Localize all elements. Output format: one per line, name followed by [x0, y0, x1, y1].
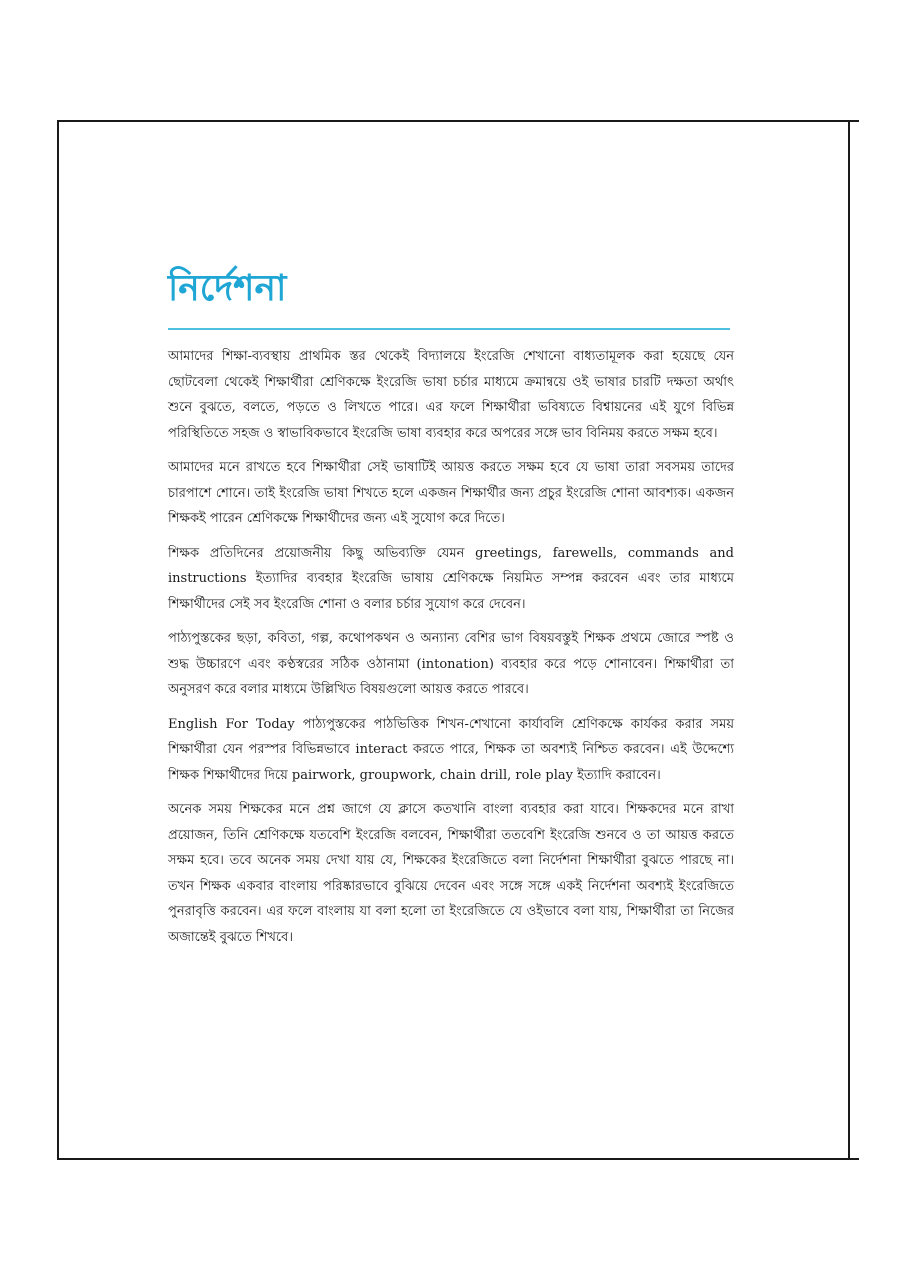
paragraph-2: আমাদের মনে রাখতে হবে শিক্ষার্থীরা সেই ভাষাটিই আয়ত্ত করতে সক্ষম হবে যে ভাষা তারা সবসময় তাদের চারপাশে শোনে। তাই ইংরেজি ভাষা শিখতে হলে একজন শিক্ষার্থীর জন্য প্রচুর ইংরেজি শোনা আবশ্যক। একজন শিক্ষকই পারেন শ্রেণিকক্ষে শিক্ষার্থীদের জন্য এই সুযোগ করে দিতে।: [168, 460, 734, 526]
frame-corner-tick-bottom: [850, 1158, 859, 1160]
heading-underline: [168, 328, 730, 330]
paragraph-4: পাঠ্যপুস্তকের ছড়া, কবিতা, গল্প, কথোপকথন ও অন্যান্য বেশির ভাগ বিষয়বস্তুই শিক্ষক প্রথমে জোরে স্পষ্ট ও শুদ্ধ উচ্চারণে এবং কণ্ঠস্বরের সঠিক ওঠানামা (intonation) ব্যবহার করে পড়ে শোনাবেন। শিক্ষার্থীরা তা অনুসরণ করে বলার মাধ্যমে উল্লিখিত বিষয়গুলো আয়ত্ত করতে পারবে।: [168, 631, 734, 697]
frame-corner-tick-top: [850, 120, 859, 122]
instructions-body: [168, 344, 734, 950]
section-heading: নির্দেশনা: [168, 268, 287, 309]
instructions-section: [168, 262, 734, 959]
paragraph-1: আমাদের শিক্ষা-ব্যবস্থায় প্রাথমিক স্তর থেকেই বিদ্যালয়ে ইংরেজি শেখানো বাধ্যতামূলক করা হয়েছে যেন ছোটবেলা থেকেই শিক্ষার্থীরা শ্রেণিকক্ষে ইংরেজি ভাষা চর্চার মাধ্যমে ক্রমান্বয়ে ওই ভাষার চারটি দক্ষতা অর্থাৎ শুনে বুঝতে, বলতে, পড়তে ও লিখতে পারে। এর ফলে শিক্ষার্থীরা ভবিষ্যতে বিশ্বায়নের এই যুগে বিভিন্ন পরিস্থিতিতে সহজ ও স্বাভাবিকভাবে ইংরেজি ভাষা ব্যবহার করে অপরের সঙ্গে ভাব বিনিময় করতে সক্ষম হবে।: [168, 349, 734, 441]
paragraph-6: অনেক সময় শিক্ষকের মনে প্রশ্ন জাগে যে ক্লাসে কতখানি বাংলা ব্যবহার করা যাবে। শিক্ষকদের মনে রাখা প্রয়োজন, তিনি শ্রেণিকক্ষে যতবেশি ইংরেজি বলবেন, শিক্ষার্থীরা ততবেশি ইংরেজি শুনবে ও তা আয়ত্ত করতে সক্ষম হবে। তবে অনেক সময় দেখা যায় যে, শিক্ষকের ইংরেজিতে বলা নির্দেশনা শিক্ষার্থীরা বুঝতে পারছে না। তখন শিক্ষক একবার বাংলায় পরিষ্কারভাবে বুঝিয়ে দেবেন এবং সঙ্গে সঙ্গে একই নির্দেশনা অবশ্যই ইংরেজিতে পুনরাবৃত্তি করবেন। এর ফলে বাংলায় যা বলা হলো তা ইংরেজিতে যে ওইভাবে বলা যায়, শিক্ষার্থীরা তা নিজের অজান্তেই বুঝতে শিখবে।: [168, 802, 734, 945]
paragraph-3: শিক্ষক প্রতিদিনের প্রয়োজনীয় কিছু অভিব্যক্তি যেমন greetings, farewells, commands and instructions ইত্যাদির ব্যবহার ইংরেজি ভাষায় শ্রেণিকক্ষে নিয়মিত সম্পন্ন করবেন এবং তার মাধ্যমে শিক্ষার্থীদের সেই সব ইংরেজি শোনা ও বলার চর্চার সুযোগ করে দেবেন।: [168, 545, 734, 612]
paragraph-5: English For Today পাঠ্যপুস্তকের পাঠভিত্তিক শিখন-শেখানো কার্যাবলি শ্রেণিকক্ষে কার্যকর করার সময় শিক্ষার্থীরা যেন পরস্পর বিভিন্নভাবে interact করতে পারে, শিক্ষক তা অবশ্যই নিশ্চিত করবেন। এই উদ্দেশ্যে শিক্ষক শিক্ষার্থীদের দিয়ে pairwork, groupwork, chain drill, role play ইত্যাদি করাবেন।: [168, 716, 734, 783]
